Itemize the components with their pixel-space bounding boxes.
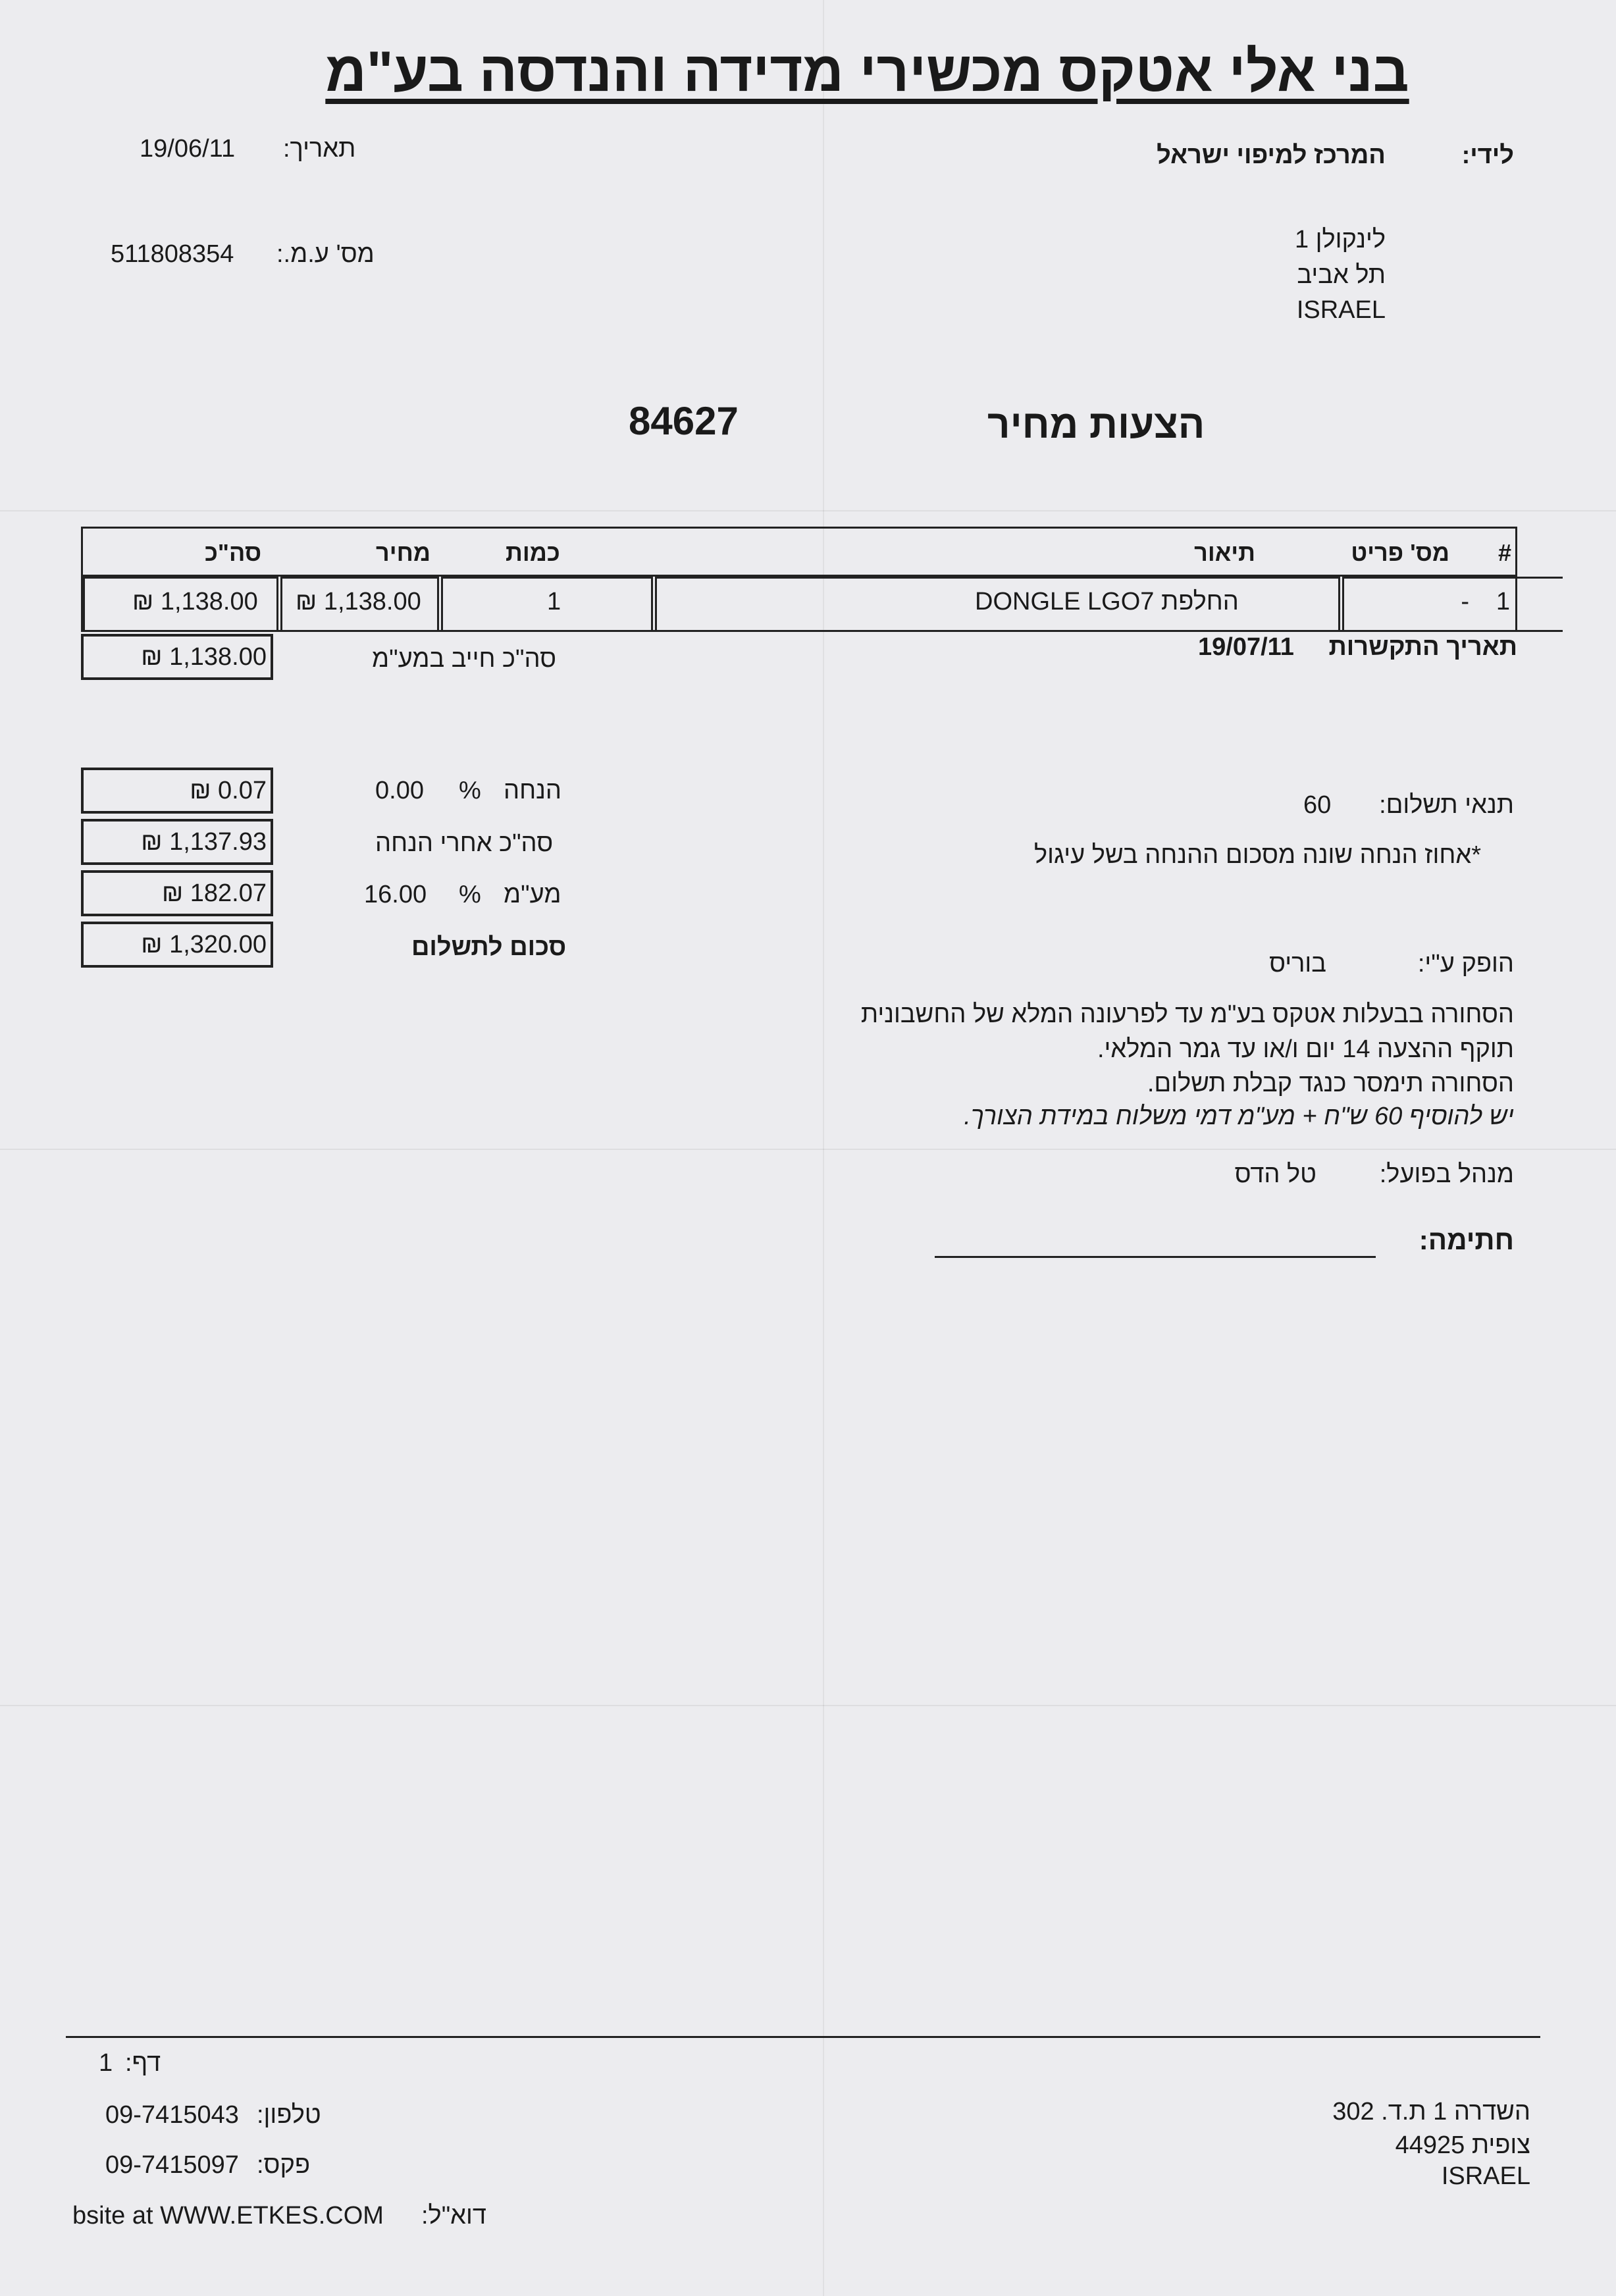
pay-label: סכום לתשלום (411, 933, 567, 961)
page-value: 1 (99, 2049, 113, 2077)
manager-value: טל הדס (1234, 1161, 1316, 1188)
col-header-num: # (1498, 539, 1511, 566)
fax-label: פקס: (257, 2151, 311, 2179)
row-total: ₪ 1,138.00 (132, 588, 258, 615)
vat-id-label: מס' ע.מ.: (276, 240, 375, 268)
discount-pct-sign: % (459, 777, 481, 804)
note-4: יש להוסיף 60 ש"ח + מע"מ דמי משלוח במידת הצורך. (964, 1103, 1514, 1130)
col-header-price: מחיר (376, 539, 430, 566)
recipient-name: המרכז למיפוי ישראל (1157, 142, 1386, 169)
fax-value: 09-7415097 (105, 2151, 239, 2179)
phone-value: 09-7415043 (105, 2101, 239, 2129)
address-line-3: ISRAEL (1296, 296, 1386, 324)
doc-number: 84627 (629, 399, 739, 443)
phone-label: טלפון: (257, 2101, 321, 2129)
address-line-2: תל אביב (1297, 261, 1386, 289)
payment-terms-value: 60 (1303, 791, 1332, 819)
after-discount-label: סה"כ אחרי הנחה (375, 829, 554, 857)
items-table (81, 527, 1517, 632)
note-3: הסחורה תימסר כנגד קבלת תשלום. (1147, 1070, 1514, 1097)
pay-value: ₪ 1,320.00 (81, 922, 273, 968)
row-description: החלפת DONGLE LGO7 (975, 588, 1239, 615)
col-header-description: תיאור (1194, 539, 1255, 566)
signature-label: חתימה: (1419, 1224, 1514, 1255)
vat-liable-label: סה"כ חייב במע"מ (372, 645, 557, 673)
note-1: הסחורה בבעלות אטקס בע"מ עד לפרעונה המלא של החשבונית (860, 1001, 1514, 1028)
email-value: bsite at WWW.ETKES.COM (72, 2202, 384, 2230)
to-label: לידי: (1461, 142, 1514, 169)
after-discount-value: ₪ 1,137.93 (81, 819, 273, 865)
page-label: דף: (125, 2049, 161, 2077)
row-num: 1 (1496, 588, 1510, 615)
discount-pct: 0.00 (375, 777, 424, 804)
email-label: דוא"ל: (421, 2202, 486, 2230)
footer-divider (66, 2036, 1540, 2038)
row-qty: 1 (547, 588, 561, 615)
manager-label: מנהל בפועל: (1379, 1161, 1514, 1188)
discount-value: ₪ 0.07 (81, 768, 273, 814)
col-header-qty: כמות (506, 539, 560, 566)
footer-address-2: צופית 44925 (1395, 2131, 1530, 2159)
note-2: תוקף ההצעה 14 יום ו/או עד גמר המלאי. (1097, 1035, 1514, 1063)
signature-line (935, 1256, 1376, 1258)
vat-label: מע"מ (504, 881, 561, 908)
date-label: תאריך: (283, 135, 356, 163)
date-value: 19/06/11 (140, 135, 236, 163)
address-line-1: לינקולן 1 (1294, 226, 1386, 253)
discount-note: *אחוז הנחה שונה מסכום ההנחה בשל עיגול (1033, 841, 1481, 869)
vat-pct-sign: % (459, 881, 481, 908)
vat-liable-value: ₪ 1,138.00 (81, 634, 273, 680)
vat-value: ₪ 182.07 (81, 870, 273, 916)
discount-label: הנחה (504, 777, 561, 804)
engagement-label: תאריך התקשרות (1328, 633, 1517, 661)
issued-by-label: הופק ע"י: (1417, 950, 1514, 978)
col-header-total: סה"כ (205, 539, 262, 566)
doc-type: הצעות מחיר (987, 402, 1205, 446)
footer-address-1: השדרה 1 ת.ד. 302 (1332, 2098, 1530, 2126)
row-price: ₪ 1,138.00 (296, 588, 421, 615)
vat-id-value: 511808354 (111, 240, 234, 268)
col-header-part-no: מס' פריט (1351, 539, 1449, 566)
engagement-value: 19/07/11 (1198, 633, 1294, 661)
payment-terms-label: תנאי תשלום: (1379, 791, 1514, 819)
vat-pct: 16.00 (364, 881, 427, 908)
company-title: בני אלי אטקס מכשירי מדידה והנדסה בע"מ (325, 40, 1409, 103)
row-part-no: - (1461, 588, 1469, 615)
issued-by-value: בוריס (1269, 950, 1326, 978)
footer-address-3: ISRAEL (1441, 2162, 1530, 2190)
